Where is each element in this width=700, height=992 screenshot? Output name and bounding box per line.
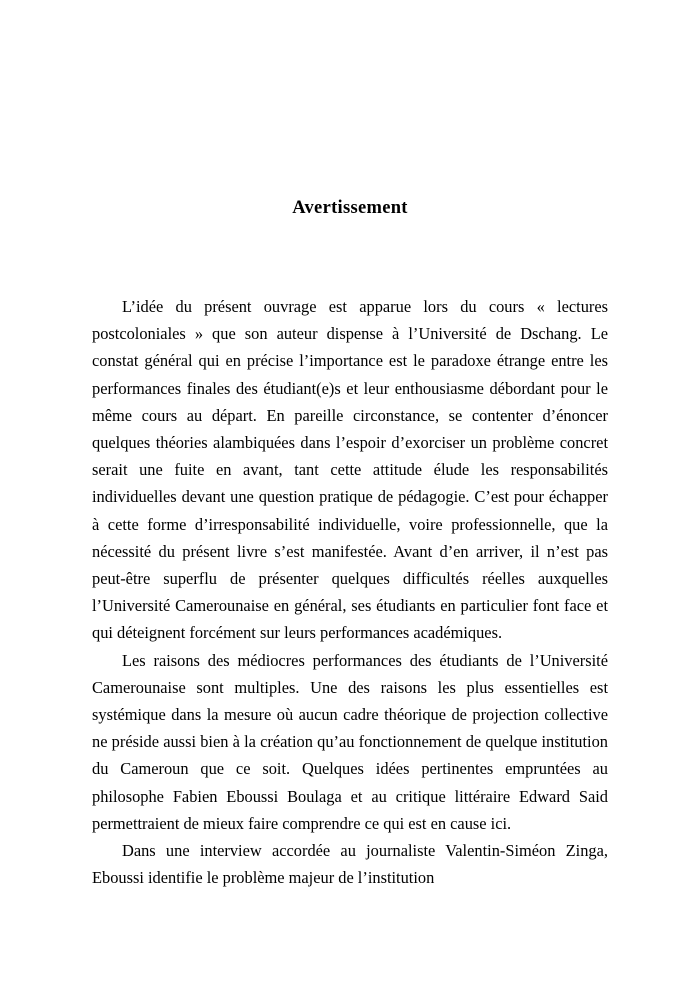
- paragraph: Dans une interview accordée au journaliste Valentin-Siméon Zinga, Eboussi identifie le problème majeur de l’institution: [92, 841, 608, 888]
- paragraph: Les raisons des médiocres performances des étudiants de l’Université Camerounaise sont multiples. Une des raisons les plus essentielles est systémique dans la mesure où aucun cadre théorique de projection collective ne préside aussi bien à la création qu’au fonctionnement de quelque institution du Cameroun que ce soit. Quelques idées pertinentes empruntées au philosophe Fabien Eboussi Boulaga et au critique littéraire Edward Said permettraient de mieux faire comprendre ce qui est en cause ici.: [92, 650, 608, 833]
- paragraph: L’idée du présent ouvrage est apparue lors du cours « lectures postcoloniales » que son auteur dispense à l’Université de Dschang. Le constat général qui en précise l’importance est le paradoxe étrange entre les performances finales des étudiant(e)s et leur enthousiasme débordant pour le même cours au départ. En pareille circonstance, se contenter d’énoncer quelques théories alambiquées dans l’espoir d’exorciser un problème concret serait une fuite en avant, tant cette attitude élude les responsabilités individuelles devant une question pratique de pédagogie. C’est pour échapper à cette forme d’irresponsabilité individuelle, voire professionnelle, que la nécessité du présent livre s’est manifestée. Avant d’en arriver, il n’est pas peut-être superflu de présenter quelques difficultés réelles auxquelles l’Université Camerounaise en général, ses étudiants en particulier font face et qui déteignent forcément sur leurs performances académiques.: [92, 297, 608, 643]
- body-text: [92, 293, 608, 891]
- page-title: Avertissement: [292, 198, 408, 218]
